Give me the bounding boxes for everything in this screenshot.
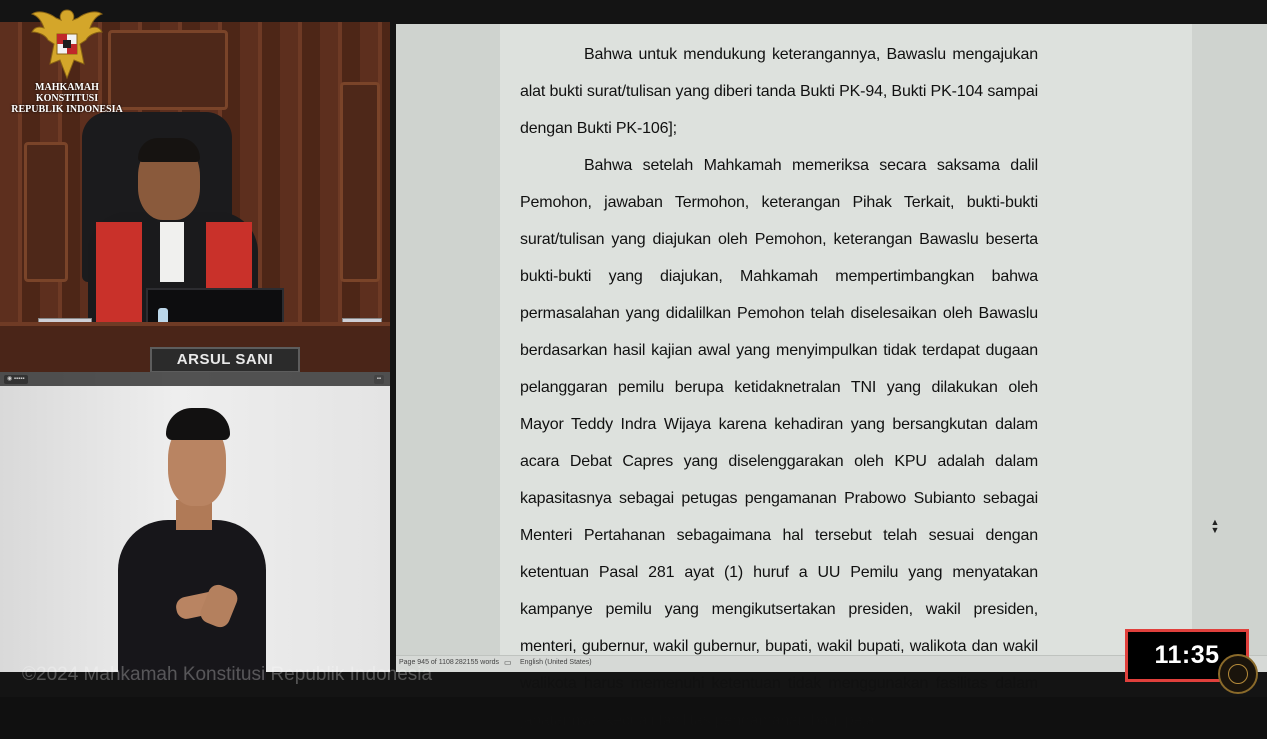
copyright-watermark: ©2024 Mahkamah Konstitusi Republik Indonesia — [22, 664, 433, 685]
interpreter-hair — [166, 408, 230, 440]
participant-menu-icon[interactable]: ▪▪ — [374, 375, 384, 384]
wall-carving — [24, 142, 68, 282]
interpreter-video-feed — [0, 372, 390, 672]
scroll-arrows-icon[interactable]: ▲ ▼ — [1210, 517, 1220, 535]
judge-hair — [138, 138, 200, 162]
garuda-emblem-icon — [28, 4, 106, 82]
participant-tag: ◉ ▪▪▪▪▪ — [4, 375, 28, 384]
document-text[interactable] — [520, 36, 1038, 739]
proofing-icon[interactable]: ▭ — [504, 658, 512, 667]
document-paragraph: Bahwa setelah Mahkamah memeriksa secara saksama dalil Pemohon, jawaban Termohon, keterangan Pihak Terkait, bukti-bukti surat/tulisan yang diajukan oleh Pemohon, keterangan Bawaslu beserta bukti-bukti yang diajukan, Mahkamah mempertimbangkan bahwa permasalahan yang didalilkan Pemohon telah diselesaikan oleh Bawaslu berdasarkan hasil kajian awal yang menyimpulkan tidak terdapat dugaan pelanggaran pemilu berupa ketidaknetralan TNI yang dilakukan oleh Mayor Teddy Indra Wijaya karena kehadiran yang bersangkutan dalam acara Debat Capres yang diselenggarakan oleh KPU adalah dalam kapasitasnya sebagai petugas pengamanan Prabowo Subianto sebagai Menteri Pertahanan sebagaimana hal tersebut telah sesuai dengan ketentuan Pasal 281 ayat (1) huruf a UU Pemilu yang menyatakan kampanye pemilu yang mengikutsertakan presiden, wakil presiden, menteri, gubernur, wakil gubernur, bupati, wakil bupati, walikota dan wakil walikota harus memenuhi ketentuan tidak menggunakan fasilitas dalam jabatannya, kecuali fasilitas pengamanan bagi peja — [520, 157, 1038, 729]
logo-text-line1: MAHKAMAH KONSTITUSI — [35, 82, 99, 104]
word-count[interactable]: 282155 words — [455, 659, 499, 666]
mk-emblem-icon — [1218, 654, 1258, 694]
wall-carving — [340, 82, 380, 282]
judge-nameplate: ARSUL SANI — [150, 347, 300, 373]
video-call-header — [0, 372, 390, 386]
logo-text-line2: REPUBLIK INDONESIA — [11, 104, 123, 115]
document-viewer — [396, 24, 1267, 729]
judge-bib — [160, 222, 184, 282]
robe-red-trim — [96, 222, 142, 332]
document-paragraph: Bahwa untuk mendukung keterangannya, Bawaslu mengajukan alat bukti surat/tulisan yang diberi tanda Bukti PK-94, Bukti PK-104 sampai dengan Bukti PK-106]; — [520, 46, 1038, 137]
language-indicator[interactable]: English (United States) — [520, 659, 592, 666]
broadcast-clock: 11:35 — [1125, 629, 1249, 682]
mk-logo — [6, 4, 128, 115]
page-count[interactable]: Page 945 of 1108 — [399, 659, 454, 666]
